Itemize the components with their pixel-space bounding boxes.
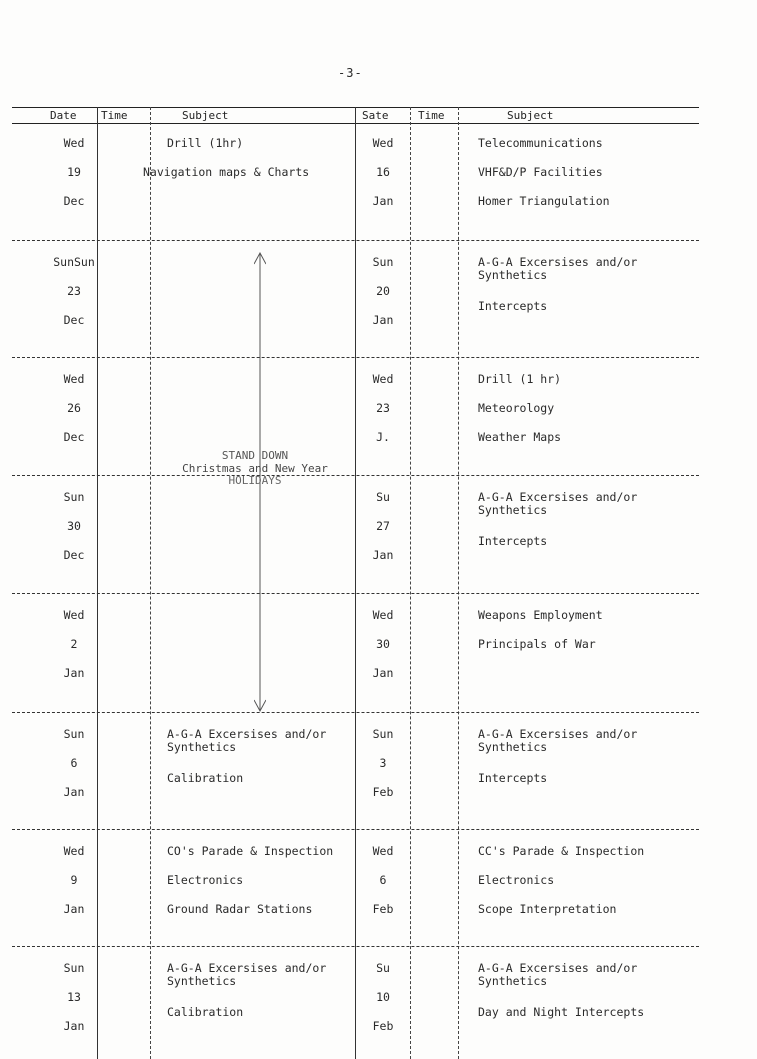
stand-down-line1: STAND DOWN	[221, 449, 289, 462]
left-date-cell: 13	[67, 990, 81, 1004]
left-date-cell: Sun	[63, 490, 85, 504]
left-date-cell: Jan	[63, 902, 85, 916]
col-sep-subject-date2	[355, 107, 356, 1059]
right-date-cell: Wed	[372, 372, 394, 386]
right-subject-cell: VHF&D/P Facilities	[478, 165, 603, 179]
right-subject-cell: Principals of War	[478, 637, 596, 651]
stand-down-line2: Christmas and New Year	[182, 461, 328, 475]
left-date-cell: 23	[67, 284, 81, 298]
right-date-cell: Sun	[372, 255, 394, 269]
right-subject-cell: A-G-A Excersises and/or Synthetics	[478, 490, 638, 517]
right-subject-cell: CC's Parade & Inspection	[478, 844, 645, 858]
left-date-cell: Wed	[63, 372, 85, 386]
left-date-cell: 26	[67, 401, 81, 415]
left-date-cell: Jan	[63, 666, 85, 680]
right-subject-cell: Weapons Employment	[478, 608, 603, 622]
right-date-cell: Wed	[372, 844, 394, 858]
right-date-cell: 23	[376, 401, 390, 415]
right-subject-cell: Homer Triangulation	[478, 194, 610, 208]
right-date-cell: Feb	[372, 785, 394, 799]
left-date-cell: Wed	[63, 844, 85, 858]
right-subject-cell: Electronics	[478, 873, 555, 887]
row-divider	[12, 829, 699, 830]
right-subject-cell: Weather Maps	[478, 430, 562, 444]
header-date-2: Sate	[362, 109, 389, 122]
right-date-cell: 16	[376, 165, 390, 179]
right-date-cell: Sun	[372, 727, 394, 741]
left-subject-cell: Electronics	[167, 873, 244, 887]
header-time-2: Time	[418, 109, 445, 122]
right-date-cell: 20	[376, 284, 390, 298]
left-date-cell: Sun	[63, 961, 85, 975]
left-date-cell: Sun	[63, 727, 85, 741]
left-date-cell: SunSun	[53, 255, 95, 269]
right-subject-cell: A-G-A Excersises and/or Synthetics	[478, 255, 638, 282]
right-date-cell: 10	[376, 990, 390, 1004]
right-date-cell: Su	[376, 961, 390, 975]
left-date-cell: Wed	[63, 608, 85, 622]
right-subject-cell: Intercepts	[478, 534, 548, 548]
right-date-cell: Wed	[372, 608, 394, 622]
right-date-cell: J.	[376, 430, 390, 444]
col-sep-time-subject	[150, 107, 151, 1059]
right-date-cell: 27	[376, 519, 390, 533]
row-divider	[12, 475, 699, 476]
col-sep-date2-time2	[410, 107, 411, 1059]
left-date-cell: Wed	[63, 136, 85, 150]
left-date-cell: Dec	[63, 548, 85, 562]
right-subject-cell: Intercepts	[478, 771, 548, 785]
right-subject-cell: Telecommunications	[478, 136, 603, 150]
left-subject-cell: A-G-A Excersises and/or Synthetics	[167, 727, 327, 754]
left-date-cell: 2	[70, 637, 78, 651]
right-date-cell: Feb	[372, 1019, 394, 1033]
left-subject-cell: Drill (1hr)	[167, 136, 244, 150]
left-date-cell: 6	[70, 756, 78, 770]
right-subject-cell: Scope Interpretation	[478, 902, 617, 916]
col-sep-date-time	[97, 107, 98, 1059]
left-subject-cell: Navigation maps & Charts	[143, 165, 310, 179]
right-subject-cell: Day and Night Intercepts	[478, 1005, 645, 1019]
right-subject-cell: A-G-A Excersises and/or Synthetics	[478, 727, 638, 754]
right-date-cell: 6	[379, 873, 387, 887]
right-subject-cell: Drill (1 hr)	[478, 372, 562, 386]
page-number: -3-	[338, 66, 363, 80]
right-date-cell: Feb	[372, 902, 394, 916]
col-sep-time2-subject2	[458, 107, 459, 1059]
right-date-cell: Jan	[372, 548, 394, 562]
row-divider	[12, 946, 699, 947]
header-subject: Subject	[182, 109, 229, 122]
header-date: Date	[50, 109, 77, 122]
right-date-cell: Jan	[372, 313, 394, 327]
right-date-cell: Wed	[372, 136, 394, 150]
left-date-cell: Dec	[63, 313, 85, 327]
left-date-cell: Dec	[63, 430, 85, 444]
left-date-cell: Jan	[63, 1019, 85, 1033]
left-date-cell: 30	[67, 519, 81, 533]
left-subject-cell: Calibration	[167, 1005, 244, 1019]
header-time: Time	[101, 109, 128, 122]
right-date-cell: Jan	[372, 666, 394, 680]
right-subject-cell: Meteorology	[478, 401, 555, 415]
row-divider	[12, 712, 699, 713]
right-date-cell: Su	[376, 490, 390, 504]
stand-down-note	[160, 450, 350, 488]
stand-down-line3: HOLIDAYS	[228, 474, 282, 487]
left-subject-cell: Ground Radar Stations	[167, 902, 313, 916]
left-date-cell: Jan	[63, 785, 85, 799]
row-divider	[12, 593, 699, 594]
left-subject-cell: A-G-A Excersises and/or Synthetics	[167, 961, 327, 988]
right-date-cell: 3	[379, 756, 387, 770]
left-date-cell: 19	[67, 165, 81, 179]
header-subject-2: Subject	[507, 109, 554, 122]
right-date-cell: Jan	[372, 194, 394, 208]
right-date-cell: 30	[376, 637, 390, 651]
left-date-cell: 9	[70, 873, 78, 887]
row-divider	[12, 240, 699, 241]
right-subject-cell: A-G-A Excersises and/or Synthetics	[478, 961, 638, 988]
left-subject-cell: CO's Parade & Inspection	[167, 844, 334, 858]
right-subject-cell: Intercepts	[478, 299, 548, 313]
left-date-cell: Dec	[63, 194, 85, 208]
left-subject-cell: Calibration	[167, 771, 244, 785]
row-divider	[12, 357, 699, 358]
